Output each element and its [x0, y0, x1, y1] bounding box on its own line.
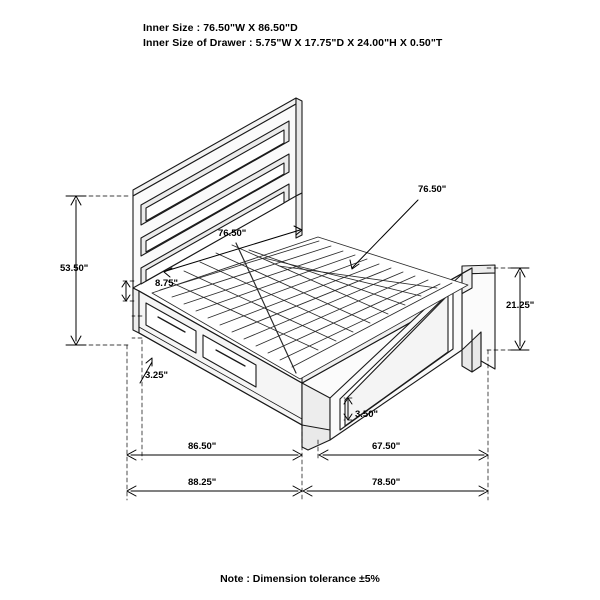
dim-bed-length-left: 86.50" [188, 441, 217, 452]
inner-drawer-size-text: Inner Size of Drawer : 5.75"W X 17.75"D X 24.00"H X 0.50"T [143, 37, 443, 49]
dim-drawer-face-height: 3.25" [145, 370, 168, 381]
dim-slat-width-callout: 76.50" [418, 184, 447, 195]
dim-overall-length-left: 88.25" [188, 477, 217, 488]
inner-size-text: Inner Size : 76.50"W X 86.50"D [143, 22, 298, 34]
dim-bed-length-right: 67.50" [372, 441, 401, 452]
dim-footboard-height: 21.25" [506, 300, 535, 311]
dim-foot-rail-height: 3.50" [355, 409, 378, 420]
dim-rail-height: 8.75" [155, 278, 178, 289]
tolerance-note: Note : Dimension tolerance ±5% [220, 573, 380, 585]
dim-headboard-height: 53.50" [60, 263, 89, 274]
dim-overall-length-right: 78.50" [372, 477, 401, 488]
dim-mattress-width-top: 76.50" [218, 228, 247, 239]
